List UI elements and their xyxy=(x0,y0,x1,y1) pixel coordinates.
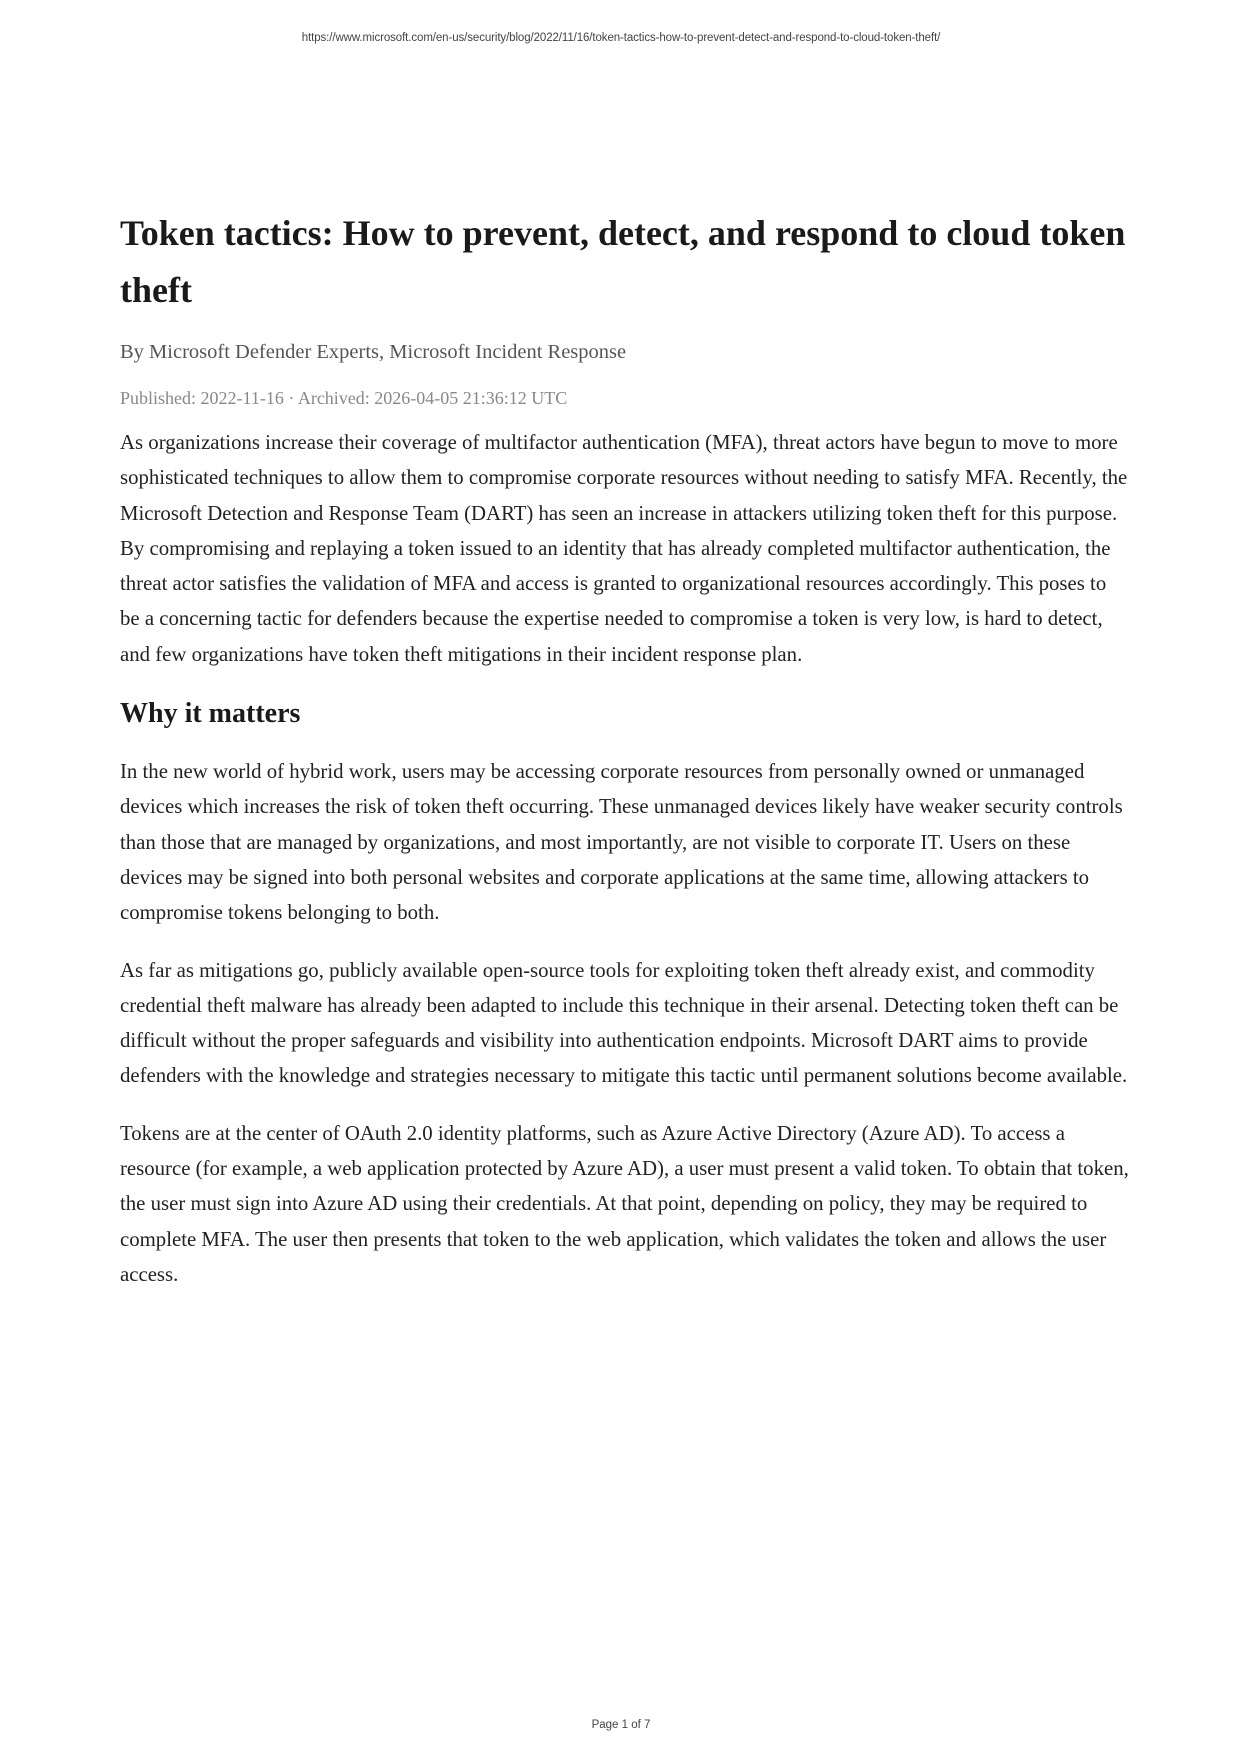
body-paragraph: In the new world of hybrid work, users may be accessing corporate resources from personally owned or unmanaged devices which increases the risk of token theft occurring. These unmanaged devices likely have weaker security controls than those that are managed by organizations, and most importantly, are not visible to corporate IT. Users on these devices may be signed into both personal websites and corporate applications at the same time, allowing attackers to compromise tokens belonging to both. xyxy=(120,760,1123,925)
article-title: Token tactics: How to prevent, detect, and respond to cloud token theft xyxy=(120,213,1126,310)
article xyxy=(120,205,1130,1292)
section-heading-why-it-matters: Why it matters xyxy=(120,698,301,730)
body-paragraph: Tokens are at the center of OAuth 2.0 identity platforms, such as Azure Active Directory (Azure AD). To access a resource (for example, a web application protected by Azure AD), a user must present a valid token. To obtain that token, the user must sign into Azure AD using their credentials. At that point, depending on policy, they may be required to complete MFA. The user then presents that token to the web application, which validates the token and allows the user access. xyxy=(120,1121,1129,1286)
article-byline: By Microsoft Defender Experts, Microsoft Incident Response xyxy=(120,341,627,363)
page-number: Page 1 of 7 xyxy=(591,1719,651,1731)
source-url: https://www.microsoft.com/en-us/security/blog/2022/11/16/token-tactics-how-to-prevent-detect-and-respond-to-cloud-token-theft/ xyxy=(301,32,941,44)
publish-date: Published: 2022-11-16 · Archived: 2026-04-05 21:36:12 UTC xyxy=(120,388,568,408)
intro-paragraph: As organizations increase their coverage of multifactor authentication (MFA), threat actors have begun to move to more sophisticated techniques to allow them to compromise corporate resources without needing to satisfy MFA. Recently, the Microsoft Detection and Response Team (DART) has seen an increase in attackers utilizing token theft for this purpose. By compromising and replaying a token issued to an identity that has already completed multifactor authentication, the threat actor satisfies the validation of MFA and access is granted to organizational resources accordingly. This poses to be a concerning tactic for defenders because the expertise needed to compromise a token is very low, is hard to detect, and few organizations have token theft mitigations in their incident response plan. xyxy=(120,431,1128,666)
body-paragraph: As far as mitigations go, publicly available open-source tools for exploiting token theft already exist, and commodity credential theft malware has already been adapted to include this technique in their arsenal. Detecting token theft can be difficult without the proper safeguards and visibility into authentication endpoints. Microsoft DART aims to provide defenders with the knowledge and strategies necessary to mitigate this tactic until permanent solutions become available. xyxy=(120,958,1128,1088)
